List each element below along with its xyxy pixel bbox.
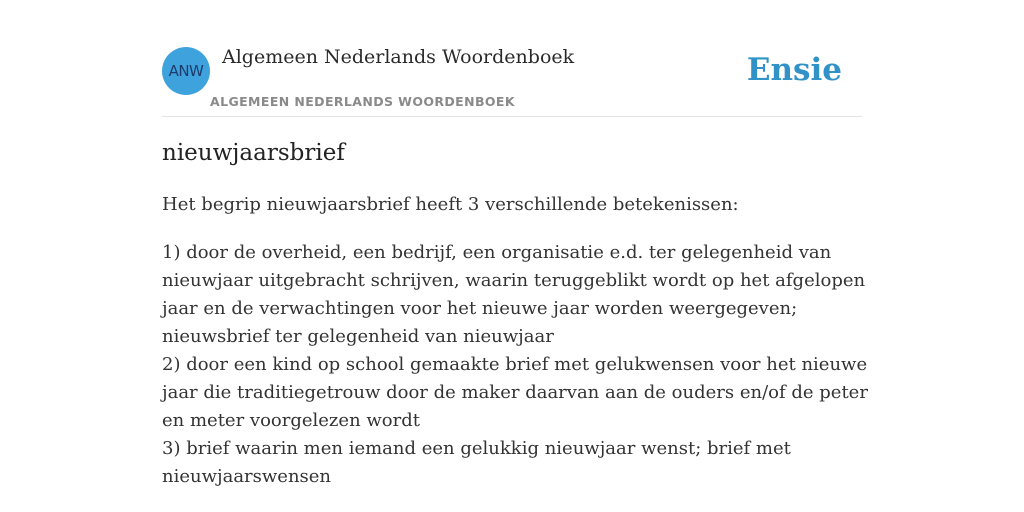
entry-intro: Het begrip nieuwjaarsbrief heeft 3 verschillende betekenissen: xyxy=(162,194,739,215)
meaning-item: 2) door een kind op school gemaakte brief met gelukwensen voor het nieuwe jaar die traditiegetrouw door de maker daarvan aan de ouders en/of de peter en meter voorgelezen wordt xyxy=(162,354,868,431)
site-subtitle: ALGEMEEN NEDERLANDS WOORDENBOEK xyxy=(210,94,515,109)
ensie-logo[interactable]: Ensie xyxy=(746,52,842,88)
meaning-item: 1) door de overheid, een bedrijf, een organisatie e.d. ter gelegenheid van nieuwjaar uitgebracht schrijven, waarin teruggeblikt wordt op het afgelopen jaar en de verwachtingen voor het nieuwe jaar worden weergegeven; nieuwsbrief ter gelegenheid van nieuwjaar xyxy=(162,242,866,347)
site-header xyxy=(162,44,862,117)
meanings-list xyxy=(162,239,874,491)
meaning-item: 3) brief waarin men iemand een gelukkig nieuwjaar wenst; brief met nieuwjaarswensen xyxy=(162,438,791,487)
site-title[interactable]: Algemeen Nederlands Woordenboek xyxy=(222,46,575,68)
anw-logo[interactable]: ANW xyxy=(162,47,210,95)
entry-word: nieuwjaarsbrief xyxy=(162,140,345,166)
